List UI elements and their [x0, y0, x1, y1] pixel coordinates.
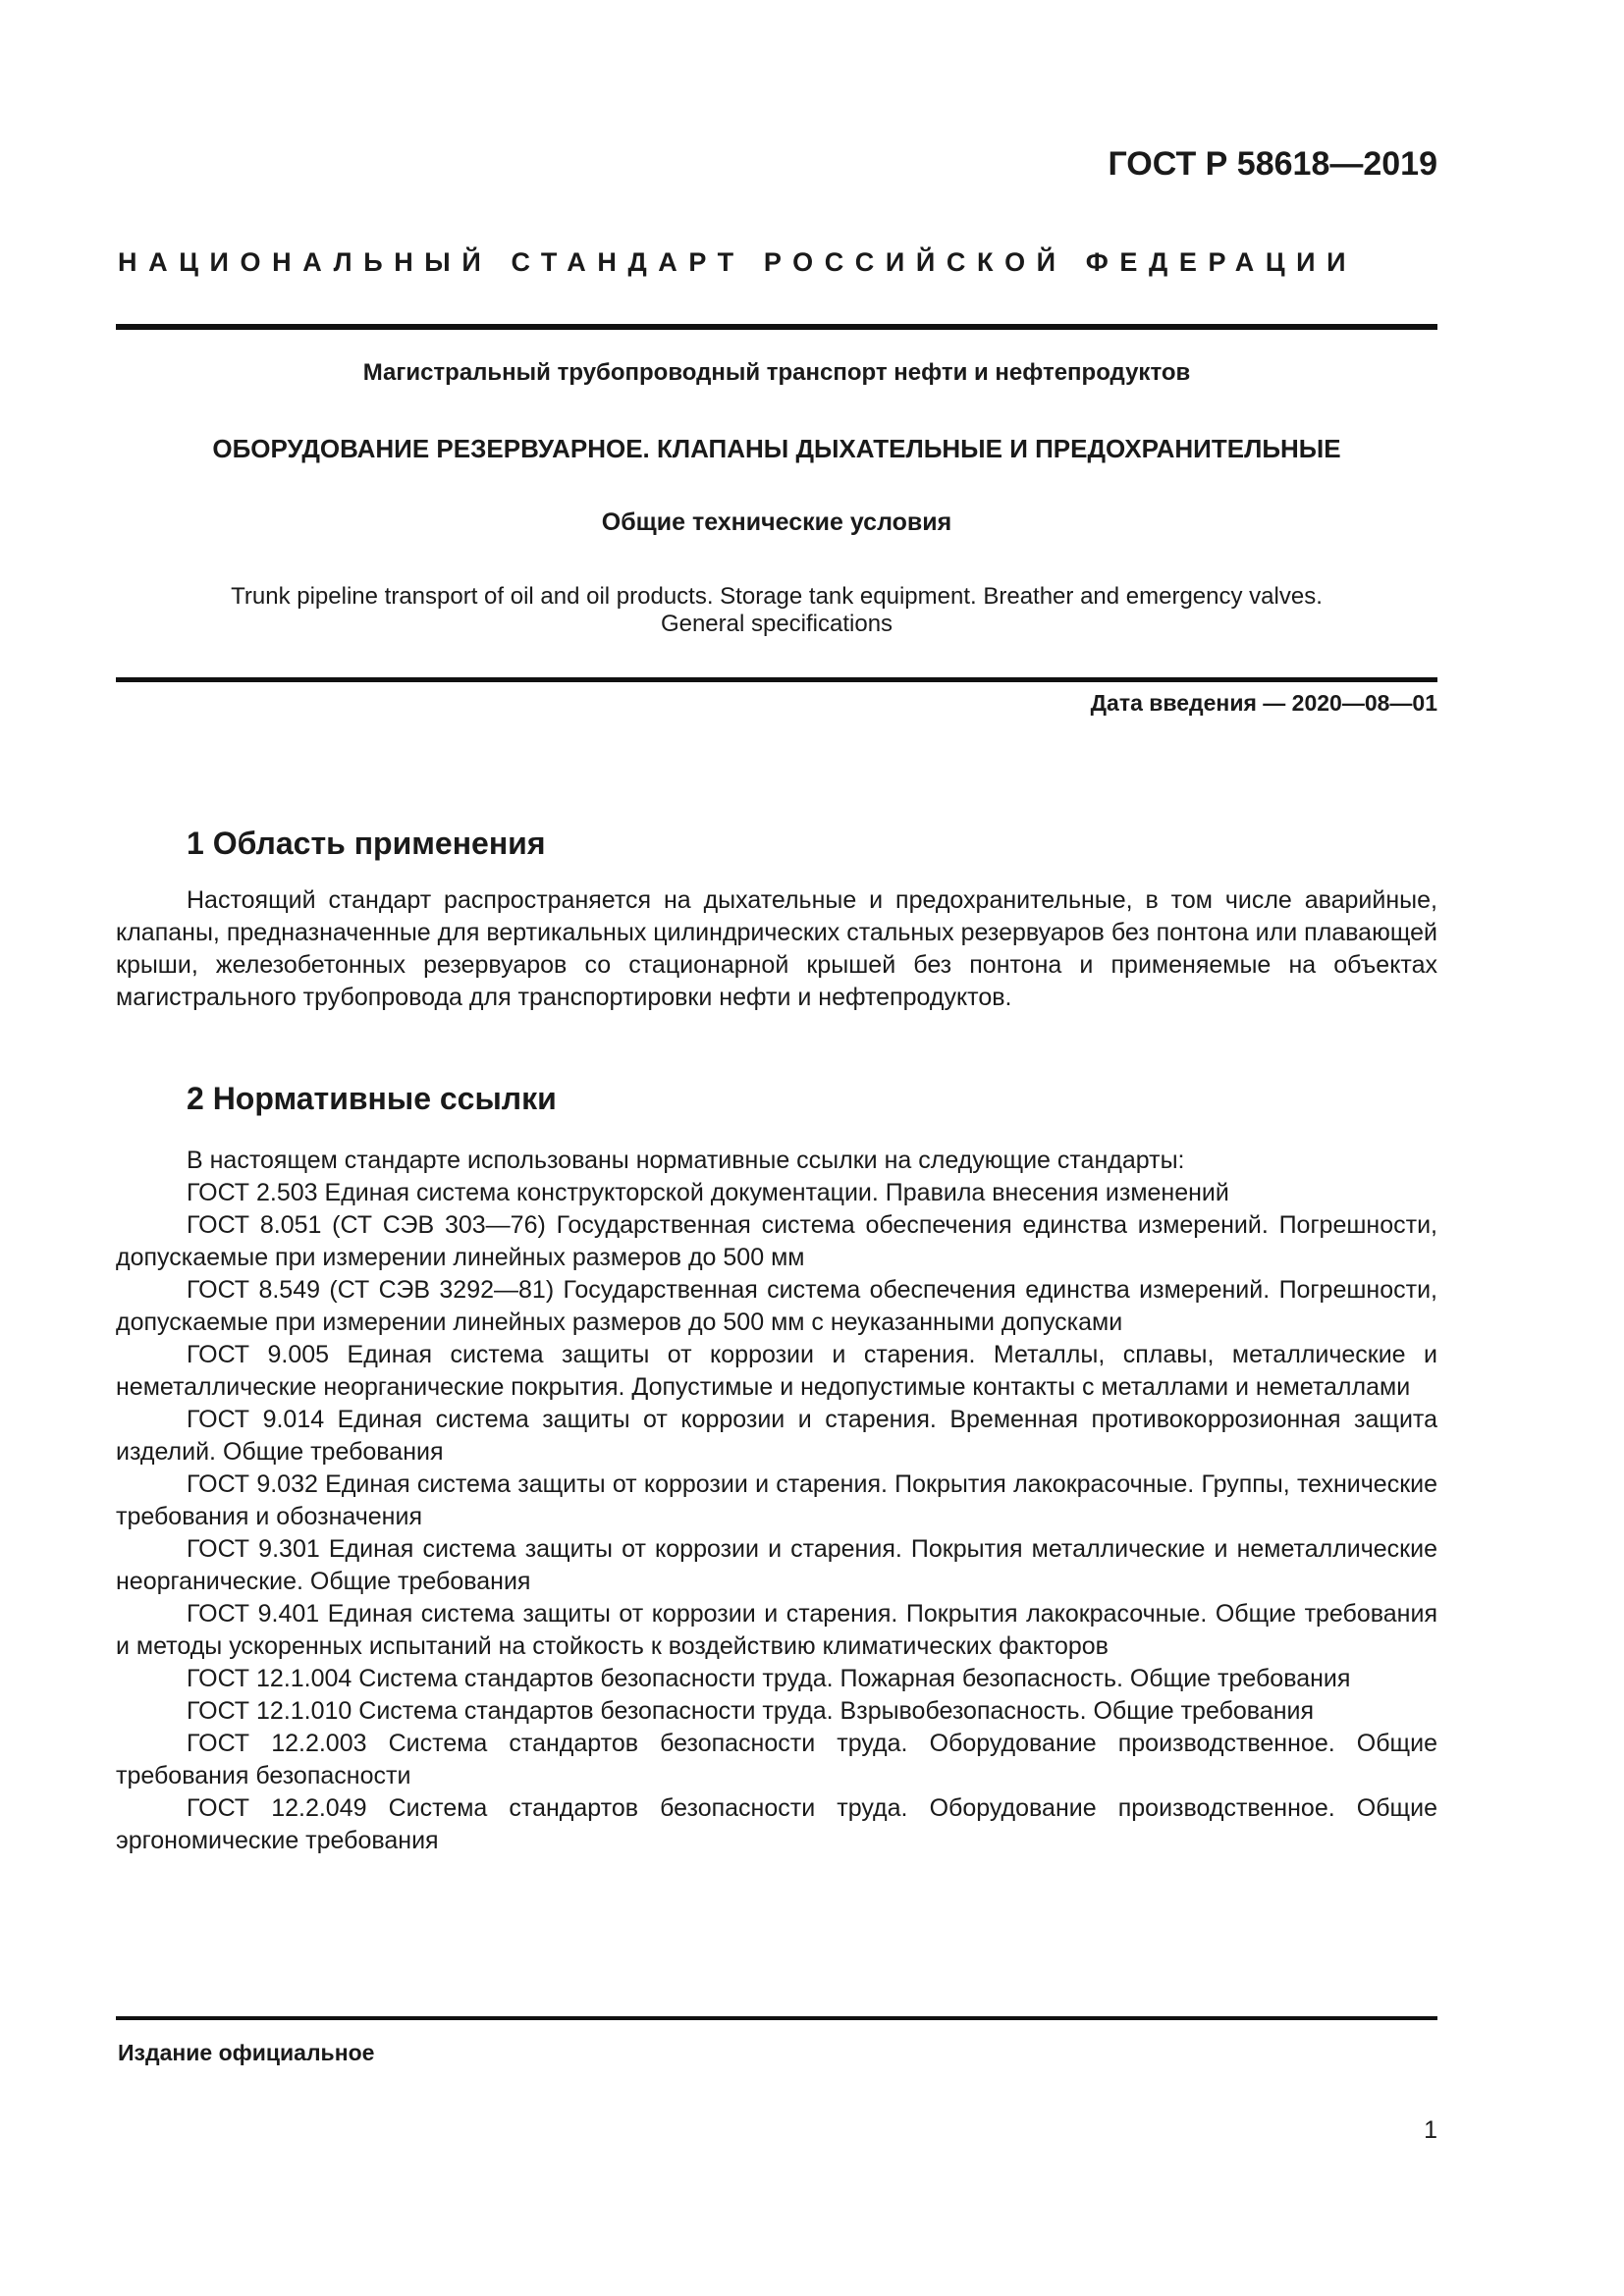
reference-item: ГОСТ 9.032 Единая система защиты от коррозии и старения. Покрытия лакокрасочные. Группы, технические требования и обозначения	[116, 1470, 1437, 1530]
english-title-line-1: Trunk pipeline transport of oil and oil products. Storage tank equipment. Breather and emergency valves.	[231, 583, 1323, 610]
page-number: 1	[1424, 2116, 1437, 2144]
reference-item: ГОСТ 12.1.010 Система стандартов безопасности труда. Взрывобезопасность. Общие требования	[187, 1697, 1315, 1725]
section-heading-scope: 1 Область применения	[187, 826, 546, 861]
reference-item: ГОСТ 9.005 Единая система защиты от коррозии и старения. Металлы, сплавы, металлические и неметаллические неорганические покрытия. Допустимые и недопустимые контакты с металлами и неметаллами	[116, 1341, 1437, 1401]
reference-item: ГОСТ 8.051 (СТ СЭВ 303—76) Государственная система обеспечения единства измерений. Погрешности, допускаемые при измерении линейных размеров до 500 мм	[116, 1211, 1437, 1271]
reference-item: ГОСТ 9.401 Единая система защиты от коррозии и старения. Покрытия лакокрасочные. Общие требования и методы ускоренных испытаний на стойкость к воздействию климатических факторов	[116, 1600, 1437, 1660]
document-title: ОБОРУДОВАНИЕ РЕЗЕРВУАРНОЕ. КЛАПАНЫ ДЫХАТЕЛЬНЫЕ И ПРЕДОХРАНИТЕЛЬНЫЕ	[212, 434, 1341, 463]
title-line-3: Общие технические условия	[601, 508, 952, 536]
section-heading-references: 2 Нормативные ссылки	[187, 1081, 557, 1116]
english-title-line-2: General specifications	[660, 611, 893, 637]
reference-item: ГОСТ 12.2.003 Система стандартов безопасности труда. Оборудование производственное. Общие требования безопасности	[116, 1730, 1437, 1789]
reference-item: ГОСТ 9.014 Единая система защиты от коррозии и старения. Временная противокоррозионная защита изделий. Общие требования	[116, 1406, 1437, 1466]
reference-item: ГОСТ 12.1.004 Система стандартов безопасности труда. Пожарная безопасность. Общие требования	[187, 1665, 1351, 1692]
reference-item: ГОСТ 9.301 Единая система защиты от коррозии и старения. Покрытия металлические и неметаллические неорганические. Общие требования	[116, 1535, 1437, 1595]
title-rule	[116, 677, 1437, 682]
header-rule	[116, 324, 1437, 330]
scope-section	[116, 884, 1437, 1014]
reference-item: ГОСТ 12.2.049 Система стандартов безопасности труда. Оборудование производственное. Общие эргономические требования	[116, 1794, 1437, 1854]
footer-rule	[116, 2016, 1437, 2020]
national-standard-header: НАЦИОНАЛЬНЫЙ СТАНДАРТ РОССИЙСКОЙ ФЕДЕРАЦИИ	[118, 247, 1358, 277]
reference-item: ГОСТ 8.549 (СТ СЭВ 3292—81) Государственная система обеспечения единства измерений. Погрешности, допускаемые при измерении линейных размеров до 500 мм с неуказанными допусками	[116, 1276, 1437, 1336]
reference-item: ГОСТ 2.503 Единая система конструкторской документации. Правила внесения изменений	[187, 1179, 1229, 1206]
scope-paragraph: Настоящий стандарт распространяется на дыхательные и предохранительные, в том числе аварийные, клапаны, предназначенные для вертикальных цилиндрических стальных резервуаров без понтона или плавающей крыши, железобетонных резервуаров со стационарной крышей без понтона и применяемые на объектах магистрального трубопровода для транспортировки нефти и нефтепродуктов.	[116, 886, 1437, 1011]
official-edition-label: Издание официальное	[118, 2040, 375, 2065]
introduction-date: Дата введения — 2020—08—01	[1090, 690, 1437, 716]
references-intro: В настоящем стандарте использованы нормативные ссылки на следующие стандарты:	[187, 1147, 1185, 1174]
document-number: ГОСТ Р 58618—2019	[1108, 145, 1437, 183]
references-list	[116, 1145, 1437, 1857]
title-line-1: Магистральный трубопроводный транспорт нефти и нефтепродуктов	[362, 359, 1191, 386]
